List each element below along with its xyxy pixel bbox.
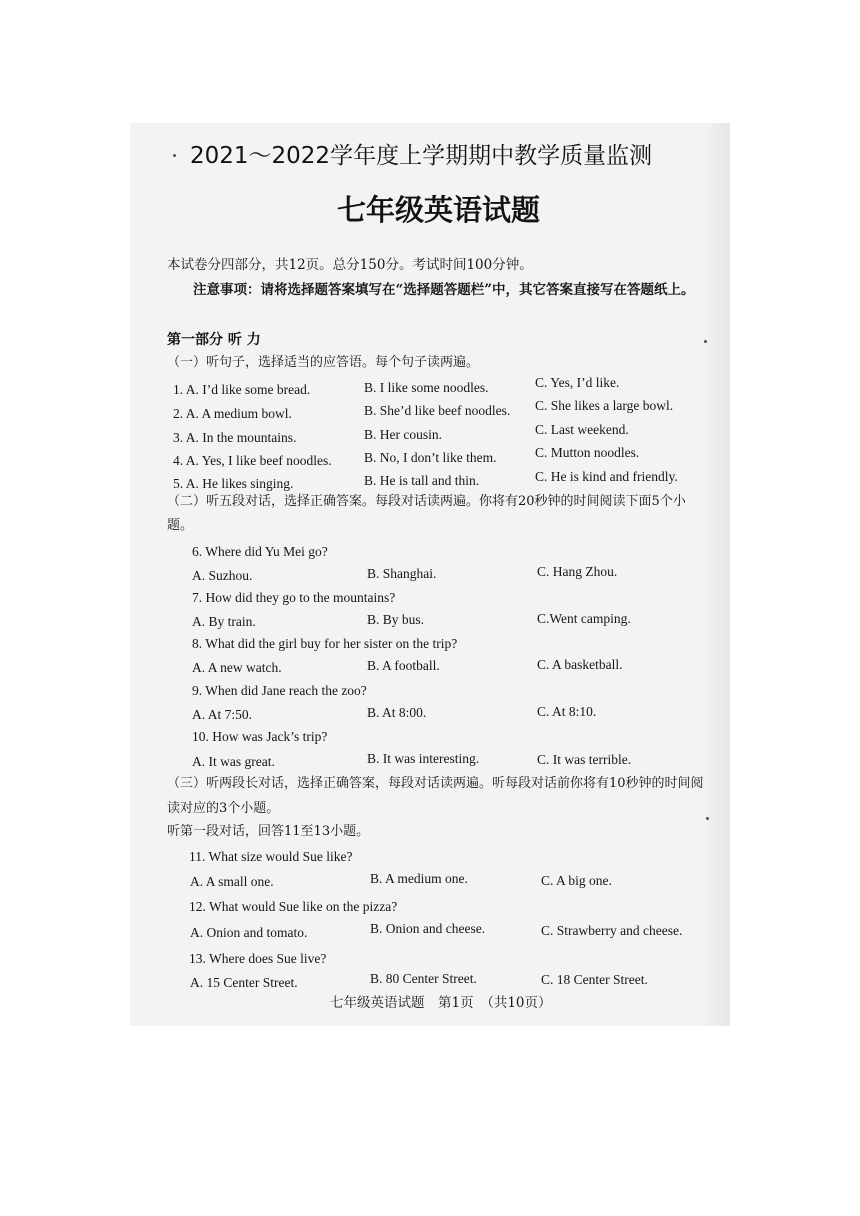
question-9-option-a: A. At 7:50. — [192, 707, 253, 722]
question-1-option-c: C. Yes, I’d like. — [535, 375, 620, 390]
part1-title: 第一部分 听 力 — [167, 332, 261, 348]
question-11-stem: 11. What size would Sue like? — [189, 849, 353, 864]
question-1-option-b: B. I like some noodles. — [364, 380, 489, 395]
question-5-option-c: C. He is kind and friendly. — [535, 469, 678, 484]
question-8-option-c: C. A basketball. — [537, 657, 623, 672]
question-13-option-a: A. 15 Center Street. — [190, 975, 298, 990]
question-9-option-c: C. At 8:10. — [537, 704, 597, 719]
question-2-option-b: B. She’d like beef noodles. — [364, 403, 511, 418]
section1-instruction: （一）听句子，选择适当的应答语。每个句子读两遍。 — [167, 355, 480, 370]
section3-instruction-line1: （三）听两段长对话，选择正确答案，每段对话读两遍。听每段对话前你将有10秒钟的时间阅 — [167, 776, 704, 791]
question-6-stem: 6. Where did Yu Mei go? — [192, 544, 328, 559]
exam-info-line: 本试卷分四部分，共12页。总分150分。考试时间100分钟。 — [167, 257, 533, 273]
scan-speck — [704, 340, 707, 343]
question-10-stem: 10. How was Jack’s trip? — [192, 729, 328, 744]
question-3-option-c: C. Last weekend. — [535, 422, 629, 437]
exam-title-line1: 2021～2022学年度上学期期中教学质量监测 — [190, 143, 653, 169]
scan-speck — [173, 154, 176, 157]
question-9-option-b: B. At 8:00. — [367, 705, 427, 720]
question-4-option-b: B. No, I don’t like them. — [364, 450, 497, 465]
question-13-option-c: C. 18 Center Street. — [541, 972, 648, 987]
question-11-option-a: A. A small one. — [190, 874, 274, 889]
scan-speck — [706, 817, 709, 820]
question-10-option-b: B. It was interesting. — [367, 751, 480, 766]
question-7-option-a: A. By train. — [192, 614, 256, 629]
exam-instructions-line: 注意事项：请将选择题答案填写在“选择题答题栏”中，其它答案直接写在答题纸上。 — [193, 282, 695, 298]
section3-subheading: 听第一段对话，回答11至13小题。 — [167, 824, 370, 839]
section3-instruction-line2: 读对应的3个小题。 — [167, 801, 280, 816]
question-11-option-b: B. A medium one. — [370, 871, 468, 886]
question-9-stem: 9. When did Jane reach the zoo? — [192, 683, 367, 698]
section2-instruction-line1: （二）听五段对话，选择正确答案。每段对话读两遍。你将有20秒钟的时间阅读下面5个小 — [167, 494, 686, 509]
question-12-option-b: B. Onion and cheese. — [370, 921, 486, 936]
question-7-option-c: C.Went camping. — [537, 611, 631, 626]
exam-page — [130, 123, 730, 1026]
question-13-stem: 13. Where does Sue live? — [189, 951, 327, 966]
question-13-option-b: B. 80 Center Street. — [370, 971, 477, 986]
section2-instruction-line2: 题。 — [167, 518, 194, 533]
question-12-stem: 12. What would Sue like on the pizza? — [189, 899, 398, 914]
question-5-option-b: B. He is tall and thin. — [364, 473, 480, 488]
question-10-option-a: A. It was great. — [192, 754, 275, 769]
question-5-option-a: 5. A. He likes singing. — [173, 476, 294, 491]
question-8-option-b: B. A football. — [367, 658, 440, 673]
question-12-option-a: A. Onion and tomato. — [190, 925, 308, 940]
question-6-option-a: A. Suzhou. — [192, 568, 253, 583]
page-footer: 七年级英语试题 第1页 （共10页） — [330, 995, 552, 1011]
question-4-option-c: C. Mutton noodles. — [535, 445, 640, 460]
paper-edge-shadow — [704, 123, 730, 1026]
question-3-option-b: B. Her cousin. — [364, 427, 442, 442]
question-12-option-c: C. Strawberry and cheese. — [541, 923, 683, 938]
exam-title-line2: 七年级英语试题 — [337, 193, 541, 227]
question-4-option-a: 4. A. Yes, I like beef noodles. — [173, 453, 332, 468]
question-3-option-a: 3. A. In the mountains. — [173, 430, 297, 445]
question-8-stem: 8. What did the girl buy for her sister on the trip? — [192, 636, 458, 651]
question-2-option-a: 2. A. A medium bowl. — [173, 406, 292, 421]
question-10-option-c: C. It was terrible. — [537, 752, 632, 767]
question-11-option-c: C. A big one. — [541, 873, 612, 888]
question-8-option-a: A. A new watch. — [192, 660, 282, 675]
question-6-option-b: B. Shanghai. — [367, 566, 437, 581]
question-2-option-c: C. She likes a large bowl. — [535, 398, 674, 413]
question-7-stem: 7. How did they go to the mountains? — [192, 590, 396, 605]
question-1-option-a: 1. A. I’d like some bread. — [173, 382, 311, 397]
question-7-option-b: B. By bus. — [367, 612, 425, 627]
question-6-option-c: C. Hang Zhou. — [537, 564, 618, 579]
